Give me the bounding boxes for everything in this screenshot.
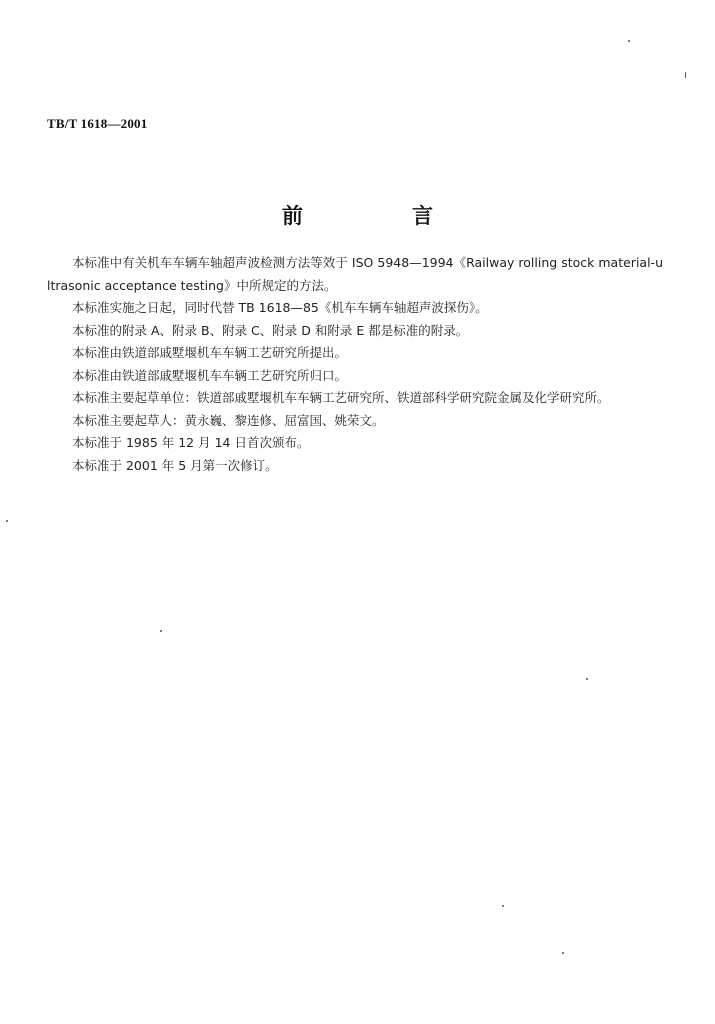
paragraph-equivalence: 本标准中有关机车车辆车轴超声波检测方法等效于 ISO 5948—1994《Railway rolling stock material-ultrasonic acceptance testing》中所规定的方法。 bbox=[47, 255, 663, 293]
standard-code: TB/T 1618—2001 bbox=[47, 116, 148, 131]
scan-speck bbox=[586, 678, 588, 680]
paragraph-administrator: 本标准由铁道部戚墅堰机车车辆工艺研究所归口。 bbox=[72, 367, 348, 383]
scan-speck bbox=[502, 905, 504, 907]
paragraph-appendices: 本标准的附录 A、附录 B、附录 C、附录 D 和附录 E 都是标准的附录。 bbox=[72, 322, 469, 338]
paragraph-drafters: 本标准主要起草人：黄永巍、黎连修、屈富国、姚荣文。 bbox=[72, 412, 385, 428]
paragraph-revision: 本标准于 2001 年 5 月第一次修订。 bbox=[72, 457, 278, 473]
page-title: 前 言 bbox=[282, 204, 477, 228]
preface-body bbox=[47, 252, 663, 477]
paragraph-drafting-units: 本标准主要起草单位：铁道部戚墅堰机车车辆工艺研究所、铁道部科学研究院金属及化学研究所。 bbox=[72, 390, 610, 405]
scan-speck bbox=[6, 520, 8, 522]
scan-speck bbox=[628, 40, 630, 42]
scan-speck bbox=[685, 72, 686, 78]
paragraph-proposer: 本标准由铁道部戚墅堰机车车辆工艺研究所提出。 bbox=[72, 345, 348, 360]
paragraph-replacement: 本标准实施之日起，同时代替 TB 1618—85《机车车辆车轴超声波探伤》。 bbox=[72, 300, 488, 315]
scan-speck bbox=[160, 630, 162, 632]
scan-speck bbox=[562, 952, 564, 954]
paragraph-first-issue: 本标准于 1985 年 12 月 14 日首次颁布。 bbox=[72, 435, 310, 450]
